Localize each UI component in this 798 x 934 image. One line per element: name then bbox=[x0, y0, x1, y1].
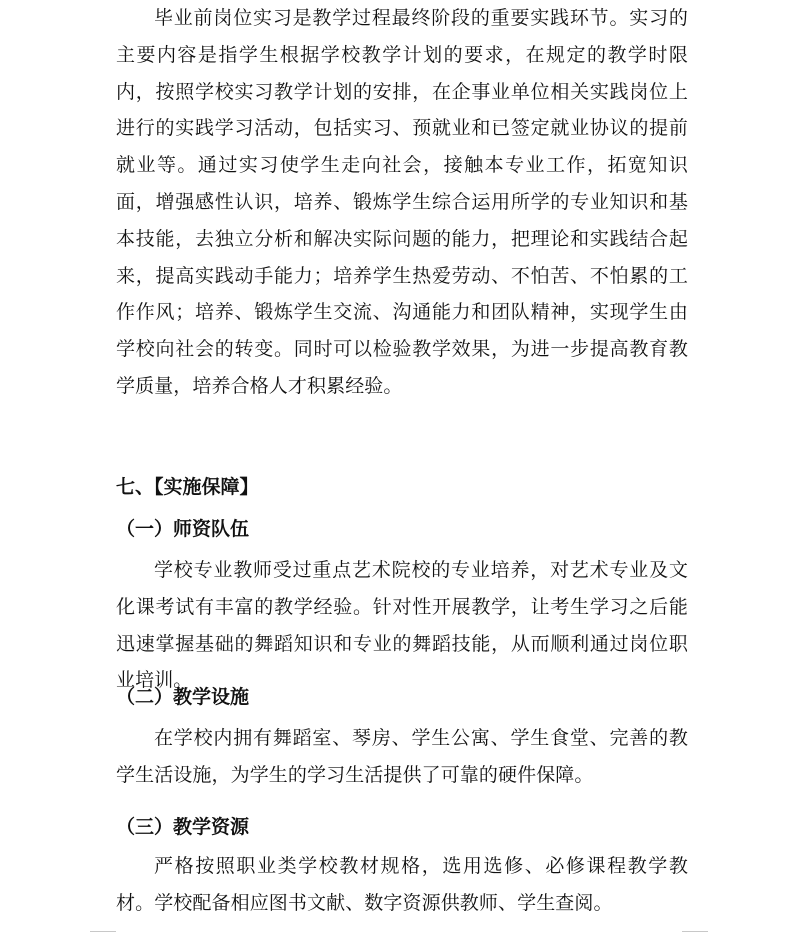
page-corner-mark-right bbox=[682, 931, 708, 932]
section-heading: 七、【实施保障】 bbox=[116, 476, 259, 498]
intro-paragraph: 毕业前岗位实习是教学过程最终阶段的重要实践环节。实习的主要内容是指学生根据学校教学计划的要求，在规定的教学时限内，按照学校实习教学计划的安排，在企事业单位相关实践岗位上进行的实践学习活动，包括实习、预就业和已签定就业协议的提前就业等。通过实习使学生走向社会，接触本专业工作，拓宽知识面，增强感性认识，培养、锻炼学生综合运用所学的专业知识和基本技能，去独立分析和解决实际问题的能力，把理论和实践结合起来，提高实践动手能力；培养学生热爱劳动、不怕苦、不怕累的工作作风；培养、锻炼学生交流、沟通能力和团队精神，实现学生由学校向社会的转变。同时可以检验教学效果，为进一步提高教育教学质量，培养合格人才积累经验。 bbox=[116, 7, 688, 397]
subsection-body-facilities: 在学校内拥有舞蹈室、琴房、学生公寓、学生食堂、完善的教学生活设施，为学生的学习生活提供了可靠的硬件保障。 bbox=[116, 727, 688, 786]
subsection-body-resources: 严格按照职业类学校教材规格，选用选修、必修课程教学教材。学校配备相应图书文献、数字资源供教师、学生查阅。 bbox=[116, 855, 688, 914]
subsection-title-faculty: （一）师资队伍 bbox=[116, 518, 250, 540]
subsection-title-facilities: （二）教学设施 bbox=[116, 686, 250, 708]
page-corner-mark-left bbox=[90, 931, 116, 932]
subsection-body-faculty: 学校专业教师受过重点艺术院校的专业培养，对艺术专业及文化课考试有丰富的教学经验。针对性开展教学，让考生学习之后能迅速掌握基础的舞蹈知识和专业的舞蹈技能，从而顺利通过岗位职业培训。 bbox=[116, 559, 688, 692]
subsection-title-resources: （三）教学资源 bbox=[116, 816, 250, 838]
